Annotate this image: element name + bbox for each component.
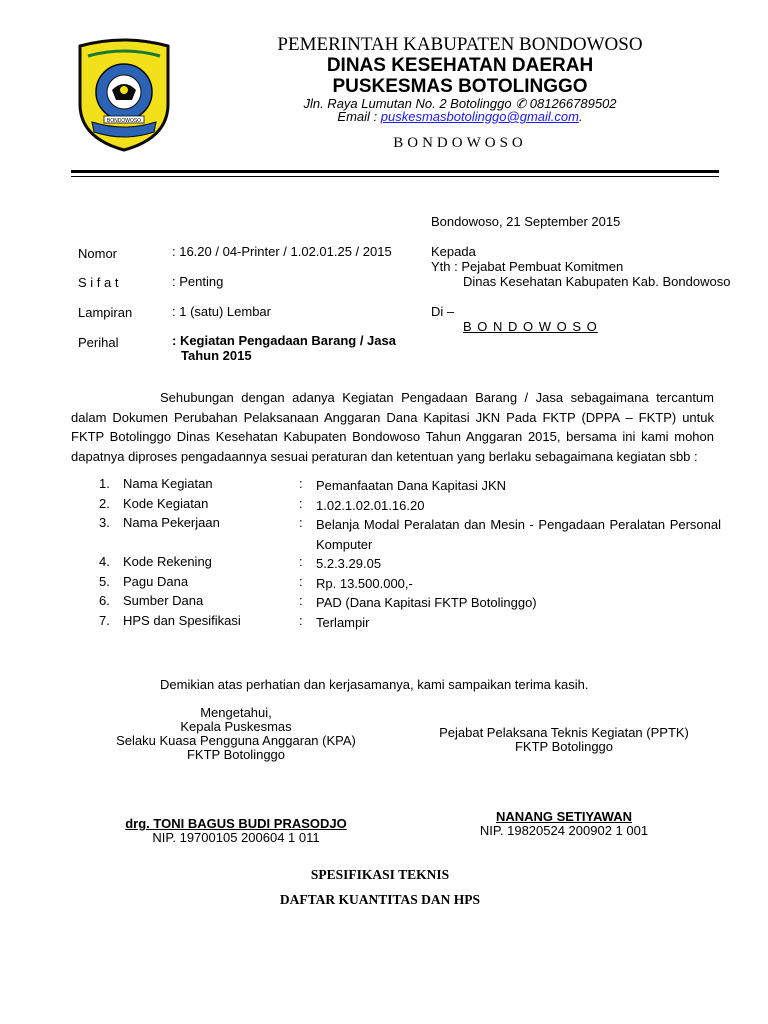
- activity-list: [99, 476, 721, 632]
- sign-left-line1: Mengetahui,: [200, 705, 272, 720]
- list-item: [99, 554, 721, 574]
- item-value: 1.02.1.02.01.16.20: [316, 497, 425, 513]
- item-label: Pagu Dana: [123, 573, 189, 589]
- meta-value-lampiran: : 1 (satu) Lembar: [172, 304, 271, 319]
- item-number: 5.: [99, 573, 110, 589]
- sign-right-nip: NIP. 19820524 200902 1 001: [479, 823, 649, 838]
- item-value: Terlampir: [316, 614, 370, 630]
- item-number: 6.: [99, 593, 110, 608]
- item-value: Rp. 13.500.000,-: [316, 575, 413, 591]
- list-item: [99, 496, 721, 516]
- recipient-dinas: Dinas Kesehatan Kabupaten Kab. Bondowoso: [463, 274, 731, 289]
- list-item: [99, 515, 721, 554]
- sign-left-nip: NIP. 19700105 200604 1 011: [152, 830, 320, 845]
- signature-left-block: [71, 706, 401, 762]
- item-value: 5.2.3.29.05: [316, 556, 382, 571]
- item-separator: :: [299, 554, 303, 569]
- recipient-city: B O N D O W O S O: [463, 319, 598, 334]
- meta-value-perihal-year: Tahun 2015: [181, 348, 252, 363]
- sign-right-name: NANANG SETIYAWAN: [495, 809, 633, 824]
- item-label: HPS dan Spesifikasi: [123, 612, 241, 628]
- meta-value-nomor: : 16.20 / 04-Printer / 1.02.01.25 / 2015: [172, 244, 392, 259]
- meta-label-lampiran: Lampiran: [78, 305, 133, 320]
- signature-right-block: [400, 726, 728, 754]
- item-separator: :: [299, 495, 303, 511]
- activity-list-body: [99, 476, 721, 632]
- email-period: .: [578, 109, 583, 124]
- item-separator: :: [299, 593, 303, 608]
- header-city: BONDOWOSO: [393, 135, 527, 151]
- item-value: Belanja Modal Peralatan dan Mesin - Pengadaan Peralatan Personal Komputer: [316, 517, 721, 552]
- item-label: Nama Kegiatan: [123, 476, 213, 491]
- item-label: Kode Rekening: [123, 554, 212, 569]
- item-label: Sumber Dana: [123, 593, 204, 608]
- item-number: 7.: [99, 612, 110, 628]
- list-item: [99, 613, 721, 633]
- item-separator: :: [299, 612, 303, 628]
- header-government: PEMERINTAH KABUPATEN BONDOWOSO: [277, 34, 643, 55]
- signature-right-name-block: [400, 810, 728, 838]
- phone-number: 081266789502: [529, 96, 617, 111]
- body-paragraph: Sehubungan dengan adanya Kegiatan Pengadaan Barang / Jasa sebagaimana tercantum dalam Dokumen Perubahan Pelaksanaan Anggaran Dana Kapitasi JKN Pada FKTP (DPPA – FKTP) untuk FKTP Botolinggo Dinas Kesehatan Kabupaten Bondowoso Tahun Anggaran 2015, bersama ini kami mohon dapatnya diproses pengadaannya sesuai peraturan dan ketentuan yang berlaku sebagaimana kegiatan sbb :: [71, 390, 714, 464]
- phone-icon: ✆: [515, 96, 527, 111]
- item-separator: :: [299, 573, 303, 589]
- sign-left-line2: Kepala Puskesmas: [180, 719, 292, 734]
- footer-title-daftar: DAFTAR KUANTITAS DAN HPS: [279, 892, 481, 907]
- meta-value-sifat: : Penting: [172, 274, 224, 289]
- item-value: PAD (Dana Kapitasi FKTP Botolinggo): [316, 595, 537, 610]
- sign-right-line1: Pejabat Pelaksana Teknis Kegiatan (PPTK): [439, 725, 689, 740]
- svg-text:BONDOWOSO: BONDOWOSO: [106, 118, 142, 124]
- sign-left-name: drg. TONI BAGUS BUDI PRASODJO: [125, 816, 347, 831]
- item-label: Kode Kegiatan: [123, 495, 209, 511]
- signature-left-name-block: [71, 817, 401, 845]
- header-department: DINAS KESEHATAN DAERAH: [326, 55, 594, 76]
- meta-value-perihal: : Kegiatan Pengadaan Barang / Jasa: [172, 333, 396, 348]
- item-number: 4.: [99, 554, 110, 569]
- item-separator: :: [299, 515, 303, 530]
- item-value: Pemanfaatan Dana Kapitasi JKN: [316, 478, 507, 493]
- letter-date: Bondowoso, 21 September 2015: [431, 214, 621, 229]
- item-separator: :: [299, 476, 303, 491]
- sign-left-line4: FKTP Botolinggo: [186, 747, 286, 762]
- item-number: 3.: [99, 515, 110, 530]
- recipient-yth: Yth : Pejabat Pembuat Komitmen: [431, 259, 624, 274]
- closing-sentence: Demikian atas perhatian dan kerjasamanya, kami sampaikan terima kasih.: [160, 677, 589, 692]
- list-item: [99, 593, 721, 613]
- header-email-line: [200, 109, 720, 124]
- recipient-di: Di –: [431, 304, 455, 319]
- sign-left-line3: Selaku Kuasa Pengguna Anggaran (KPA): [116, 733, 356, 748]
- address-text: Jln. Raya Lumutan No. 2 Botolinggo: [303, 96, 512, 111]
- sign-right-line2: FKTP Botolinggo: [514, 739, 614, 754]
- meta-label-sifat: S i f a t: [78, 275, 119, 290]
- email-label: Email :: [337, 109, 378, 124]
- item-number: 1.: [99, 476, 110, 491]
- header-puskesmas: PUSKESMAS BOTOLINGGO: [332, 76, 588, 97]
- item-number: 2.: [99, 495, 110, 511]
- kabupaten-bondowoso-logo: [74, 38, 174, 152]
- item-label: Nama Pekerjaan: [123, 515, 220, 530]
- footer-title-spesifikasi: SPESIFIKASI TEKNIS: [310, 867, 450, 882]
- meta-label-perihal: Perihal: [78, 335, 119, 350]
- header-rule-thick: [71, 170, 719, 173]
- list-item: [99, 476, 721, 496]
- meta-label-nomor: Nomor: [78, 246, 118, 261]
- email-link[interactable]: puskesmasbotolinggo@gmail.com: [380, 109, 579, 124]
- recipient-kepada: Kepada: [431, 244, 476, 259]
- header-rule-thin: [71, 176, 719, 177]
- list-item: [99, 574, 721, 594]
